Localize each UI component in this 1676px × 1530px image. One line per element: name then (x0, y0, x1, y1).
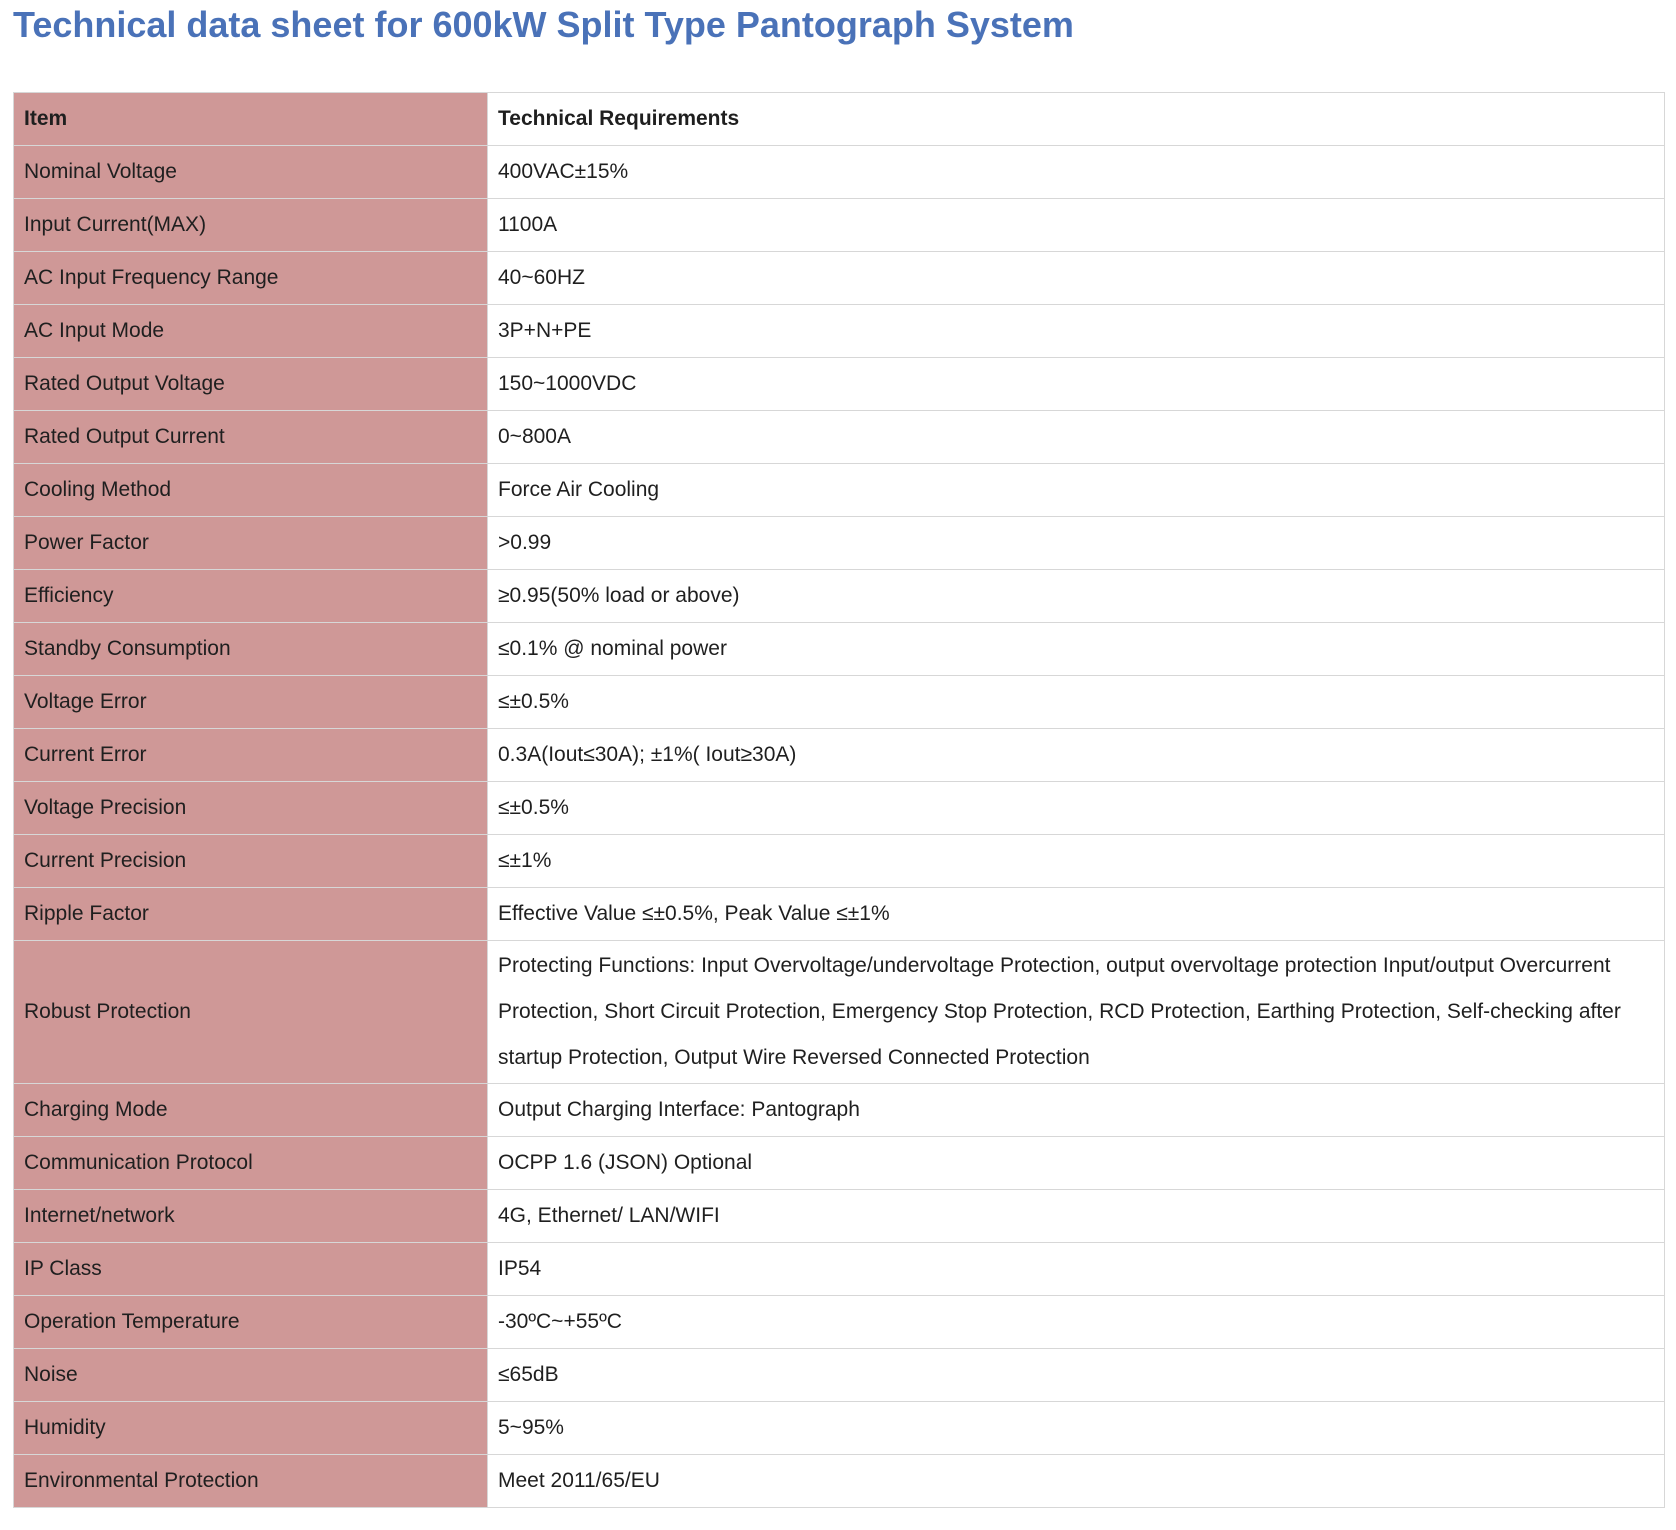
row-value: Protecting Functions: Input Overvoltage/undervoltage Protection, output overvoltage protection Input/output Overcurrent Protection, Short Circuit Protection, Emergency Stop Protection, RCD Protection, Earthing Protection, Self-checking after startup Protection, Output Wire Reversed Connected Protection (488, 941, 1665, 1084)
row-value: Meet 2011/65/EU (488, 1455, 1665, 1508)
row-item: AC Input Mode (14, 305, 488, 358)
row-item: Noise (14, 1349, 488, 1402)
row-item: Power Factor (14, 517, 488, 570)
table-row (14, 888, 1665, 941)
row-item: Communication Protocol (14, 1137, 488, 1190)
row-item: Input Current(MAX) (14, 199, 488, 252)
table-row (14, 941, 1665, 1084)
row-item: Operation Temperature (14, 1296, 488, 1349)
row-value: ≤±1% (488, 835, 1665, 888)
row-item: Current Error (14, 729, 488, 782)
table-row (14, 835, 1665, 888)
table-row (14, 517, 1665, 570)
table-row (14, 199, 1665, 252)
table-row (14, 1455, 1665, 1508)
table-row (14, 729, 1665, 782)
row-item: Humidity (14, 1402, 488, 1455)
table-row (14, 570, 1665, 623)
table-row (14, 464, 1665, 517)
row-item: Environmental Protection (14, 1455, 488, 1508)
header-item: Item (14, 93, 488, 146)
row-value: >0.99 (488, 517, 1665, 570)
row-value: OCPP 1.6 (JSON) Optional (488, 1137, 1665, 1190)
page-title: Technical data sheet for 600kW Split Type Pantograph System (13, 4, 1074, 45)
table-row (14, 358, 1665, 411)
table-row (14, 305, 1665, 358)
row-value: ≥0.95(50% load or above) (488, 570, 1665, 623)
row-item: Rated Output Voltage (14, 358, 488, 411)
row-value: ≤±0.5% (488, 676, 1665, 729)
row-value: Effective Value ≤±0.5%, Peak Value ≤±1% (488, 888, 1665, 941)
row-item: Efficiency (14, 570, 488, 623)
table-row (14, 1402, 1665, 1455)
row-item: Internet/network (14, 1190, 488, 1243)
table-row (14, 1084, 1665, 1137)
table-header-row (14, 93, 1665, 146)
row-item: Standby Consumption (14, 623, 488, 676)
row-value: Force Air Cooling (488, 464, 1665, 517)
row-item: Charging Mode (14, 1084, 488, 1137)
row-value: -30ºC~+55ºC (488, 1296, 1665, 1349)
table-row (14, 676, 1665, 729)
row-item: Rated Output Current (14, 411, 488, 464)
row-value: 0~800A (488, 411, 1665, 464)
table-row (14, 1137, 1665, 1190)
row-value: 3P+N+PE (488, 305, 1665, 358)
row-item: Voltage Precision (14, 782, 488, 835)
table-row (14, 146, 1665, 199)
table-row (14, 1296, 1665, 1349)
row-value: Output Charging Interface: Pantograph (488, 1084, 1665, 1137)
table-row (14, 1190, 1665, 1243)
table-row (14, 623, 1665, 676)
row-item: Ripple Factor (14, 888, 488, 941)
spec-table (13, 92, 1665, 1508)
row-item: IP Class (14, 1243, 488, 1296)
row-value: ≤±0.5% (488, 782, 1665, 835)
table-row (14, 1349, 1665, 1402)
row-value: 150~1000VDC (488, 358, 1665, 411)
row-item: AC Input Frequency Range (14, 252, 488, 305)
row-value: 5~95% (488, 1402, 1665, 1455)
row-item: Robust Protection (14, 941, 488, 1084)
table-row (14, 411, 1665, 464)
row-value: ≤65dB (488, 1349, 1665, 1402)
row-value: IP54 (488, 1243, 1665, 1296)
row-value: 0.3A(Iout≤30A); ±1%( Iout≥30A) (488, 729, 1665, 782)
row-value: 400VAC±15% (488, 146, 1665, 199)
row-value: ≤0.1% @ nominal power (488, 623, 1665, 676)
row-item: Current Precision (14, 835, 488, 888)
row-item: Voltage Error (14, 676, 488, 729)
row-item: Nominal Voltage (14, 146, 488, 199)
row-value: 40~60HZ (488, 252, 1665, 305)
header-requirement: Technical Requirements (488, 93, 1665, 146)
table-row (14, 782, 1665, 835)
table-row (14, 252, 1665, 305)
row-value: 4G, Ethernet/ LAN/WIFI (488, 1190, 1665, 1243)
table-row (14, 1243, 1665, 1296)
row-value: 1100A (488, 199, 1665, 252)
row-item: Cooling Method (14, 464, 488, 517)
